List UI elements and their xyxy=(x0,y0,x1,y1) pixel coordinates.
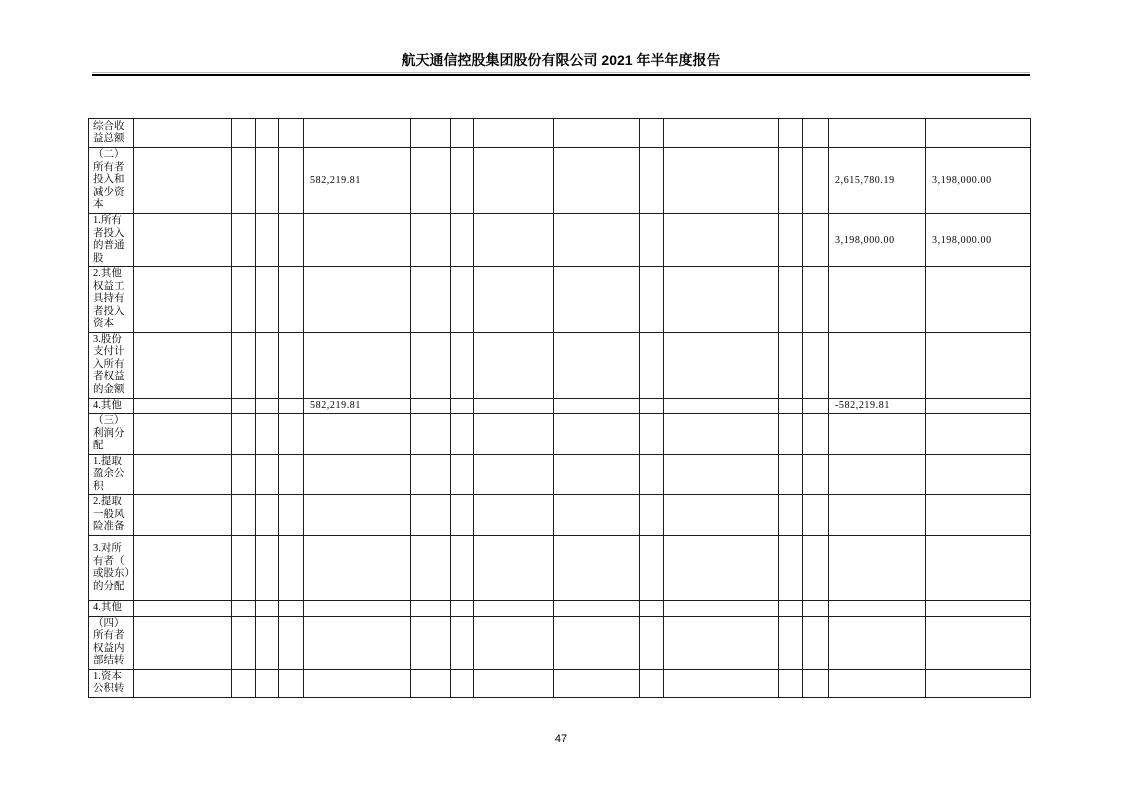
empty-cell xyxy=(474,669,554,697)
empty-cell xyxy=(803,119,829,148)
empty-cell xyxy=(664,414,779,455)
empty-cell xyxy=(451,398,474,414)
empty-cell xyxy=(640,414,664,455)
empty-cell xyxy=(829,601,926,617)
table-row xyxy=(89,601,1031,617)
row-label-cell: 4.其他 xyxy=(89,601,134,617)
empty-cell xyxy=(304,214,411,267)
empty-cell xyxy=(232,454,256,495)
empty-cell xyxy=(640,119,664,148)
empty-cell xyxy=(451,536,474,601)
empty-cell xyxy=(779,214,803,267)
empty-cell xyxy=(554,601,640,617)
empty-cell xyxy=(779,148,803,214)
empty-cell xyxy=(554,119,640,148)
table-row xyxy=(89,616,1031,669)
empty-cell xyxy=(474,148,554,214)
empty-cell xyxy=(554,398,640,414)
empty-cell xyxy=(411,414,451,455)
report-header-title: 航天通信控股集团股份有限公司 2021 年半年度报告 xyxy=(401,52,721,68)
table-row xyxy=(89,454,1031,495)
empty-cell xyxy=(474,119,554,148)
empty-cell xyxy=(664,214,779,267)
empty-cell xyxy=(279,616,304,669)
row-label-cell: 1.所有者投入的普通股 xyxy=(89,214,134,267)
amount-cell: 3,198,000.00 xyxy=(829,214,926,267)
empty-cell xyxy=(451,616,474,669)
empty-cell xyxy=(779,601,803,617)
header-rule xyxy=(92,74,1030,76)
equity-change-table xyxy=(88,118,1031,698)
empty-cell xyxy=(279,669,304,697)
empty-cell xyxy=(640,267,664,333)
empty-cell xyxy=(474,495,554,536)
empty-cell xyxy=(474,601,554,617)
empty-cell xyxy=(926,119,1031,148)
empty-cell xyxy=(256,536,279,601)
row-label-cell: 1.资本公积转 xyxy=(89,669,134,697)
empty-cell xyxy=(554,536,640,601)
empty-cell xyxy=(134,267,232,333)
empty-cell xyxy=(232,332,256,398)
empty-cell xyxy=(256,414,279,455)
row-label-cell: 4.其他 xyxy=(89,398,134,414)
empty-cell xyxy=(474,214,554,267)
empty-cell xyxy=(779,669,803,697)
empty-cell xyxy=(640,398,664,414)
empty-cell xyxy=(134,414,232,455)
empty-cell xyxy=(411,398,451,414)
empty-cell xyxy=(779,332,803,398)
empty-cell xyxy=(279,601,304,617)
empty-cell xyxy=(411,267,451,333)
empty-cell xyxy=(304,495,411,536)
empty-cell xyxy=(640,536,664,601)
empty-cell xyxy=(256,398,279,414)
empty-cell xyxy=(926,414,1031,455)
empty-cell xyxy=(279,414,304,455)
empty-cell xyxy=(134,601,232,617)
empty-cell xyxy=(451,267,474,333)
empty-cell xyxy=(474,267,554,333)
empty-cell xyxy=(664,332,779,398)
empty-cell xyxy=(926,398,1031,414)
empty-cell xyxy=(664,148,779,214)
empty-cell xyxy=(554,454,640,495)
header-rule-light xyxy=(92,72,1030,73)
table-row xyxy=(89,398,1031,414)
empty-cell xyxy=(829,332,926,398)
empty-cell xyxy=(803,536,829,601)
empty-cell xyxy=(411,616,451,669)
row-label-cell: 3.股份支付计入所有者权益的金额 xyxy=(89,332,134,398)
empty-cell xyxy=(779,398,803,414)
empty-cell xyxy=(664,601,779,617)
empty-cell xyxy=(664,495,779,536)
empty-cell xyxy=(779,454,803,495)
empty-cell xyxy=(134,669,232,697)
empty-cell xyxy=(279,148,304,214)
amount-cell: 582,219.81 xyxy=(304,398,411,414)
empty-cell xyxy=(256,148,279,214)
empty-cell xyxy=(640,332,664,398)
empty-cell xyxy=(779,536,803,601)
empty-cell xyxy=(451,214,474,267)
empty-cell xyxy=(554,414,640,455)
empty-cell xyxy=(256,332,279,398)
empty-cell xyxy=(803,601,829,617)
empty-cell xyxy=(664,616,779,669)
empty-cell xyxy=(232,495,256,536)
empty-cell xyxy=(232,669,256,697)
empty-cell xyxy=(232,119,256,148)
empty-cell xyxy=(232,536,256,601)
table-row xyxy=(89,536,1031,601)
empty-cell xyxy=(451,119,474,148)
empty-cell xyxy=(232,616,256,669)
page-number: 47 xyxy=(554,733,568,745)
row-label-cell: 1.提取盈余公积 xyxy=(89,454,134,495)
empty-cell xyxy=(232,148,256,214)
empty-cell xyxy=(640,616,664,669)
empty-cell xyxy=(304,601,411,617)
table-row xyxy=(89,414,1031,455)
empty-cell xyxy=(279,214,304,267)
empty-cell xyxy=(803,214,829,267)
empty-cell xyxy=(134,214,232,267)
table-row xyxy=(89,332,1031,398)
row-label-cell: 综合收益总额 xyxy=(89,119,134,148)
empty-cell xyxy=(134,398,232,414)
empty-cell xyxy=(134,332,232,398)
amount-cell: -582,219.81 xyxy=(829,398,926,414)
amount-cell: 3,198,000.00 xyxy=(926,214,1031,267)
empty-cell xyxy=(256,669,279,697)
empty-cell xyxy=(256,267,279,333)
row-label-cell: （四）所有者权益内部结转 xyxy=(89,616,134,669)
empty-cell xyxy=(279,119,304,148)
row-label-cell: 2.其他权益工具持有者投入资本 xyxy=(89,267,134,333)
empty-cell xyxy=(803,616,829,669)
empty-cell xyxy=(451,495,474,536)
empty-cell xyxy=(256,214,279,267)
empty-cell xyxy=(640,601,664,617)
empty-cell xyxy=(304,119,411,148)
empty-cell xyxy=(803,414,829,455)
row-label-cell: 3.对所有者（或股东）的分配 xyxy=(89,536,134,601)
empty-cell xyxy=(829,536,926,601)
empty-cell xyxy=(554,332,640,398)
empty-cell xyxy=(451,601,474,617)
empty-cell xyxy=(926,616,1031,669)
empty-cell xyxy=(926,454,1031,495)
amount-cell: 582,219.81 xyxy=(304,148,411,214)
amount-cell: 2,615,780.19 xyxy=(829,148,926,214)
empty-cell xyxy=(279,332,304,398)
empty-cell xyxy=(554,669,640,697)
empty-cell xyxy=(664,119,779,148)
empty-cell xyxy=(640,495,664,536)
empty-cell xyxy=(829,454,926,495)
empty-cell xyxy=(803,267,829,333)
empty-cell xyxy=(664,454,779,495)
row-label-cell: （二）所有者投入和减少资本 xyxy=(89,148,134,214)
empty-cell xyxy=(779,119,803,148)
empty-cell xyxy=(664,669,779,697)
empty-cell xyxy=(554,148,640,214)
empty-cell xyxy=(232,398,256,414)
empty-cell xyxy=(256,495,279,536)
empty-cell xyxy=(803,669,829,697)
empty-cell xyxy=(411,601,451,617)
empty-cell xyxy=(803,454,829,495)
empty-cell xyxy=(664,398,779,414)
table-row xyxy=(89,214,1031,267)
empty-cell xyxy=(664,536,779,601)
empty-cell xyxy=(232,414,256,455)
empty-cell xyxy=(411,214,451,267)
empty-cell xyxy=(829,669,926,697)
empty-cell xyxy=(664,267,779,333)
empty-cell xyxy=(926,267,1031,333)
empty-cell xyxy=(304,616,411,669)
empty-cell xyxy=(474,454,554,495)
empty-cell xyxy=(474,536,554,601)
table-row xyxy=(89,669,1031,697)
empty-cell xyxy=(256,616,279,669)
empty-cell xyxy=(411,454,451,495)
empty-cell xyxy=(474,616,554,669)
empty-cell xyxy=(451,332,474,398)
empty-cell xyxy=(640,454,664,495)
empty-cell xyxy=(554,616,640,669)
empty-cell xyxy=(304,414,411,455)
empty-cell xyxy=(411,536,451,601)
empty-cell xyxy=(829,616,926,669)
empty-cell xyxy=(134,616,232,669)
empty-cell xyxy=(411,669,451,697)
table-row xyxy=(89,267,1031,333)
empty-cell xyxy=(256,601,279,617)
empty-cell xyxy=(803,332,829,398)
empty-cell xyxy=(411,332,451,398)
empty-cell xyxy=(554,214,640,267)
empty-cell xyxy=(279,454,304,495)
row-label-cell: 2.提取一般风险准备 xyxy=(89,495,134,536)
empty-cell xyxy=(474,332,554,398)
empty-cell xyxy=(829,414,926,455)
empty-cell xyxy=(803,495,829,536)
empty-cell xyxy=(926,669,1031,697)
empty-cell xyxy=(411,495,451,536)
empty-cell xyxy=(779,495,803,536)
empty-cell xyxy=(554,267,640,333)
empty-cell xyxy=(640,214,664,267)
empty-cell xyxy=(474,414,554,455)
empty-cell xyxy=(411,148,451,214)
empty-cell xyxy=(256,454,279,495)
empty-cell xyxy=(803,398,829,414)
empty-cell xyxy=(829,267,926,333)
empty-cell xyxy=(926,601,1031,617)
empty-cell xyxy=(304,536,411,601)
empty-cell xyxy=(829,119,926,148)
empty-cell xyxy=(451,414,474,455)
empty-cell xyxy=(829,495,926,536)
empty-cell xyxy=(451,148,474,214)
amount-cell: 3,198,000.00 xyxy=(926,148,1031,214)
empty-cell xyxy=(640,148,664,214)
empty-cell xyxy=(304,332,411,398)
empty-cell xyxy=(134,148,232,214)
empty-cell xyxy=(279,267,304,333)
empty-cell xyxy=(779,267,803,333)
empty-cell xyxy=(134,454,232,495)
table-row xyxy=(89,119,1031,148)
empty-cell xyxy=(554,495,640,536)
empty-cell xyxy=(640,669,664,697)
empty-cell xyxy=(411,119,451,148)
empty-cell xyxy=(232,214,256,267)
row-label-cell: （三）利润分配 xyxy=(89,414,134,455)
empty-cell xyxy=(279,495,304,536)
empty-cell xyxy=(256,119,279,148)
empty-cell xyxy=(779,414,803,455)
empty-cell xyxy=(803,148,829,214)
empty-cell xyxy=(451,669,474,697)
empty-cell xyxy=(134,119,232,148)
empty-cell xyxy=(232,267,256,333)
empty-cell xyxy=(304,454,411,495)
table-row xyxy=(89,148,1031,214)
empty-cell xyxy=(779,616,803,669)
empty-cell xyxy=(279,536,304,601)
empty-cell xyxy=(304,267,411,333)
empty-cell xyxy=(926,536,1031,601)
empty-cell xyxy=(134,495,232,536)
empty-cell xyxy=(232,601,256,617)
table-row xyxy=(89,495,1031,536)
empty-cell xyxy=(926,495,1031,536)
empty-cell xyxy=(304,669,411,697)
empty-cell xyxy=(451,454,474,495)
empty-cell xyxy=(134,536,232,601)
empty-cell xyxy=(926,332,1031,398)
empty-cell xyxy=(474,398,554,414)
empty-cell xyxy=(279,398,304,414)
